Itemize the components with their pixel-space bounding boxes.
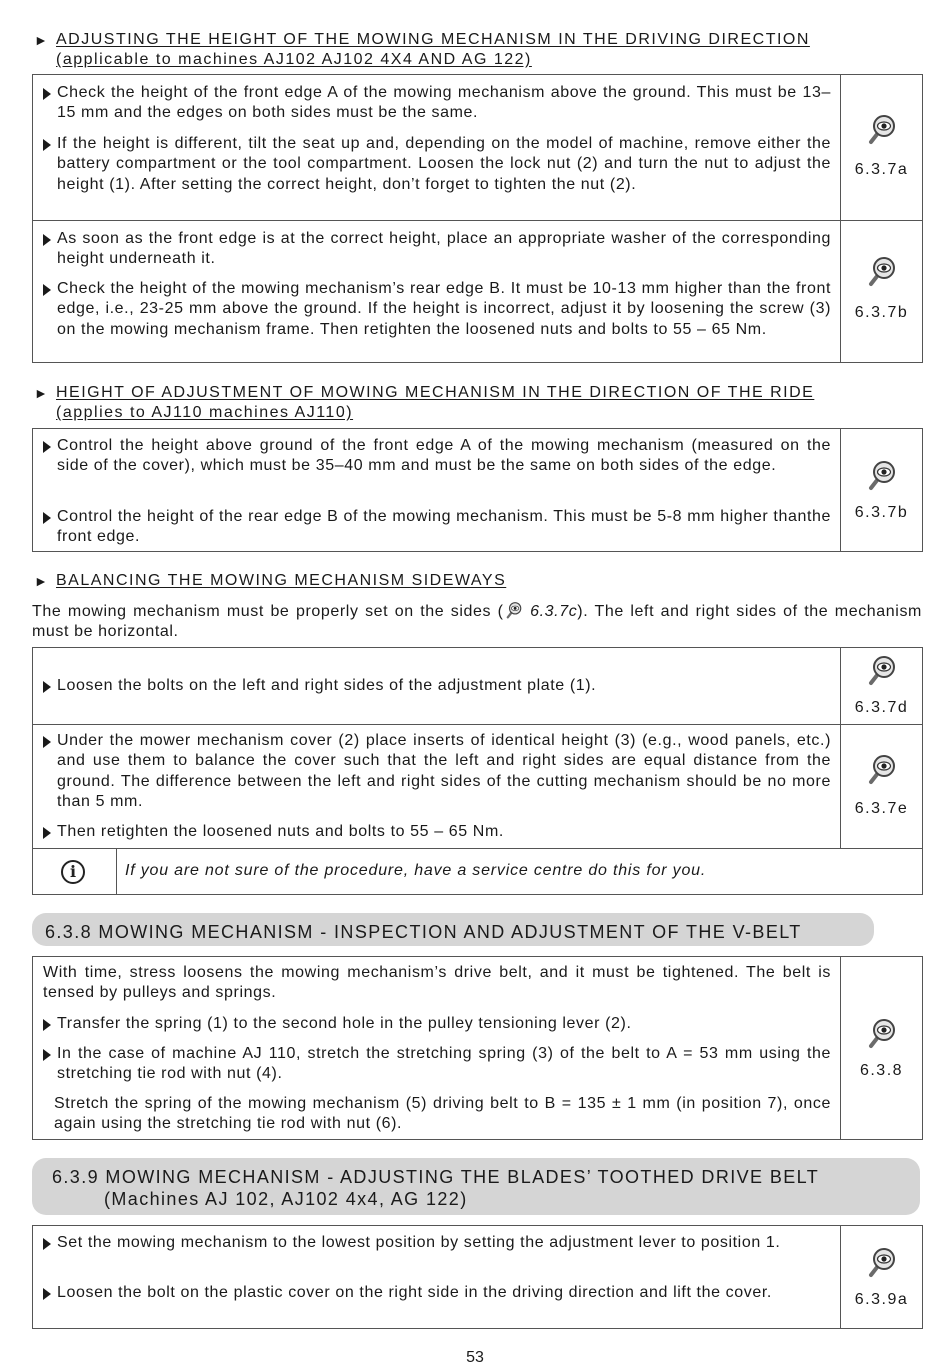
magnifier-eye-icon bbox=[866, 113, 898, 145]
balancing-table bbox=[32, 647, 923, 895]
list-item: Then retighten the loosened nuts and bolts to 55 – 65 Nm. bbox=[43, 822, 831, 842]
magnifier-eye-icon bbox=[866, 1246, 898, 1278]
list-item: Control the height of the rear edge B of the mowing mechanism. This must be 5-8 mm higher thanthe front edge. bbox=[43, 507, 831, 548]
magnifier-eye-icon bbox=[866, 255, 898, 287]
table-row bbox=[33, 1226, 922, 1328]
magnifier-eye-icon bbox=[866, 459, 898, 491]
vbelt-intro: With time, stress loosens the mowing mechanism’s drive belt, and it must be tightened. The belt is tensed by pulleys and springs. bbox=[43, 964, 831, 1002]
figure-reference[interactable]: 6.3.7b bbox=[841, 429, 922, 551]
table-row bbox=[33, 724, 922, 848]
height-direction-table bbox=[32, 74, 923, 363]
info-circle-icon: i bbox=[61, 860, 85, 884]
vbelt-extra: Stretch the spring of the mowing mechanism (5) driving belt to B = 135 ± 1 mm (in position 7), once again using the stretching tie rod with nut (6). bbox=[54, 1095, 831, 1133]
list-item: In the case of machine AJ 110, stretch the stretching spring (3) of the belt to A = 53 mm using the stretching tie rod with nut (4). bbox=[43, 1044, 831, 1085]
heading-arrow-icon: ► bbox=[34, 385, 50, 401]
height-ride-table bbox=[32, 428, 923, 552]
magnifier-eye-icon bbox=[504, 601, 524, 619]
figure-reference[interactable]: 6.3.7d bbox=[841, 648, 922, 724]
inline-figure-reference[interactable]: 6.3.7c bbox=[530, 603, 578, 620]
heading-arrow-icon: ► bbox=[34, 573, 50, 589]
balancing-intro: The mowing mechanism must be properly set on the sides ( 6.3.7c). The left and right sides of the mechanism must be horizontal. bbox=[32, 603, 922, 641]
list-item: As soon as the front edge is at the correct height, place an appropriate washer of the corresponding height underneath it. bbox=[43, 229, 831, 270]
list-item: If the height is different, tilt the seat up and, depending on the model of machine, remove either the battery compartment or the tool compartment. Loosen the lock nut (2) and turn the nut to adjust the height (1). After setting the correct height, don’t forget to tighten the nut (2). bbox=[43, 134, 831, 195]
heading-line-2: (applies to AJ110 machines AJ110) bbox=[56, 404, 354, 421]
list-item: Check the height of the mowing mechanism’s rear edge B. It must be 10-13 mm higher than the front edge, i.e., 23-25 mm above the ground. If the height is incorrect, adjust it by loosening the screw (3) on the mowing mechanism frame. Then retighten the loosened nuts and bolts to 55 – 65 Nm. bbox=[43, 279, 831, 340]
figure-reference[interactable]: 6.3.7b bbox=[841, 221, 922, 362]
page-number: 53 bbox=[466, 1349, 484, 1366]
heading-line-1: ADJUSTING THE HEIGHT OF THE MOWING MECHANISM IN THE DRIVING DIRECTION bbox=[56, 31, 810, 48]
list-item: Set the mowing mechanism to the lowest position by setting the adjustment lever to position 1. bbox=[43, 1233, 831, 1253]
info-note-text: If you are not sure of the procedure, have a service centre do this for you. bbox=[125, 862, 707, 879]
heading-line-1: BALANCING THE MOWING MECHANISM SIDEWAYS bbox=[56, 572, 507, 589]
figure-reference[interactable]: 6.3.7e bbox=[841, 725, 922, 848]
vbelt-table bbox=[32, 956, 923, 1140]
section-title-639: 6.3.9 MOWING MECHANISM - ADJUSTING THE BLADES’ TOOTHED DRIVE BELT (Machines AJ 102, AJ102 4x4, AG 122) bbox=[32, 1158, 920, 1215]
list-item: Check the height of the front edge A of the mowing mechanism above the ground. This must be 13–15 mm and the edges on both sides must be the same. bbox=[43, 83, 831, 124]
heading-line-2: (applicable to machines AJ102 AJ102 4X4 AND AG 122) bbox=[56, 51, 532, 68]
list-item: Transfer the spring (1) to the second hole in the pulley tensioning lever (2). bbox=[43, 1014, 831, 1034]
magnifier-eye-icon bbox=[866, 654, 898, 686]
list-item: Under the mower mechanism cover (2) place inserts of identical height (3) (e.g., wood panels, etc.) and use them to balance the cover such that the left and right sides are equal distance from the ground. The difference between the left and right sides of the cutting mechanism should be no more than 5 mm. bbox=[43, 731, 831, 812]
figure-reference[interactable]: 6.3.8 bbox=[841, 957, 922, 1139]
table-row bbox=[33, 957, 922, 1139]
list-item: Loosen the bolt on the plastic cover on the right side in the driving direction and lift the cover. bbox=[43, 1283, 831, 1303]
magnifier-eye-icon bbox=[866, 1017, 898, 1049]
list-item: Loosen the bolts on the left and right sides of the adjustment plate (1). bbox=[43, 676, 831, 696]
table-row bbox=[33, 220, 922, 362]
heading-arrow-icon: ► bbox=[34, 32, 50, 48]
info-note-row bbox=[33, 848, 922, 894]
toothed-table bbox=[32, 1225, 923, 1329]
figure-reference[interactable]: 6.3.7a bbox=[841, 75, 922, 220]
magnifier-eye-icon bbox=[866, 753, 898, 785]
table-row bbox=[33, 429, 922, 551]
list-item: Control the height above ground of the front edge A of the mowing mechanism (measured on the side of the cover), which must be 35–40 mm and must be the same on both sides of the edge. bbox=[43, 436, 831, 477]
table-row bbox=[33, 75, 922, 220]
section-title-638: 6.3.8 MOWING MECHANISM - INSPECTION AND ADJUSTMENT OF THE V-BELT bbox=[32, 913, 874, 946]
figure-reference[interactable]: 6.3.9a bbox=[841, 1226, 922, 1328]
table-row bbox=[33, 648, 922, 724]
heading-line-1: HEIGHT OF ADJUSTMENT OF MOWING MECHANISM IN THE DIRECTION OF THE RIDE bbox=[56, 384, 815, 401]
